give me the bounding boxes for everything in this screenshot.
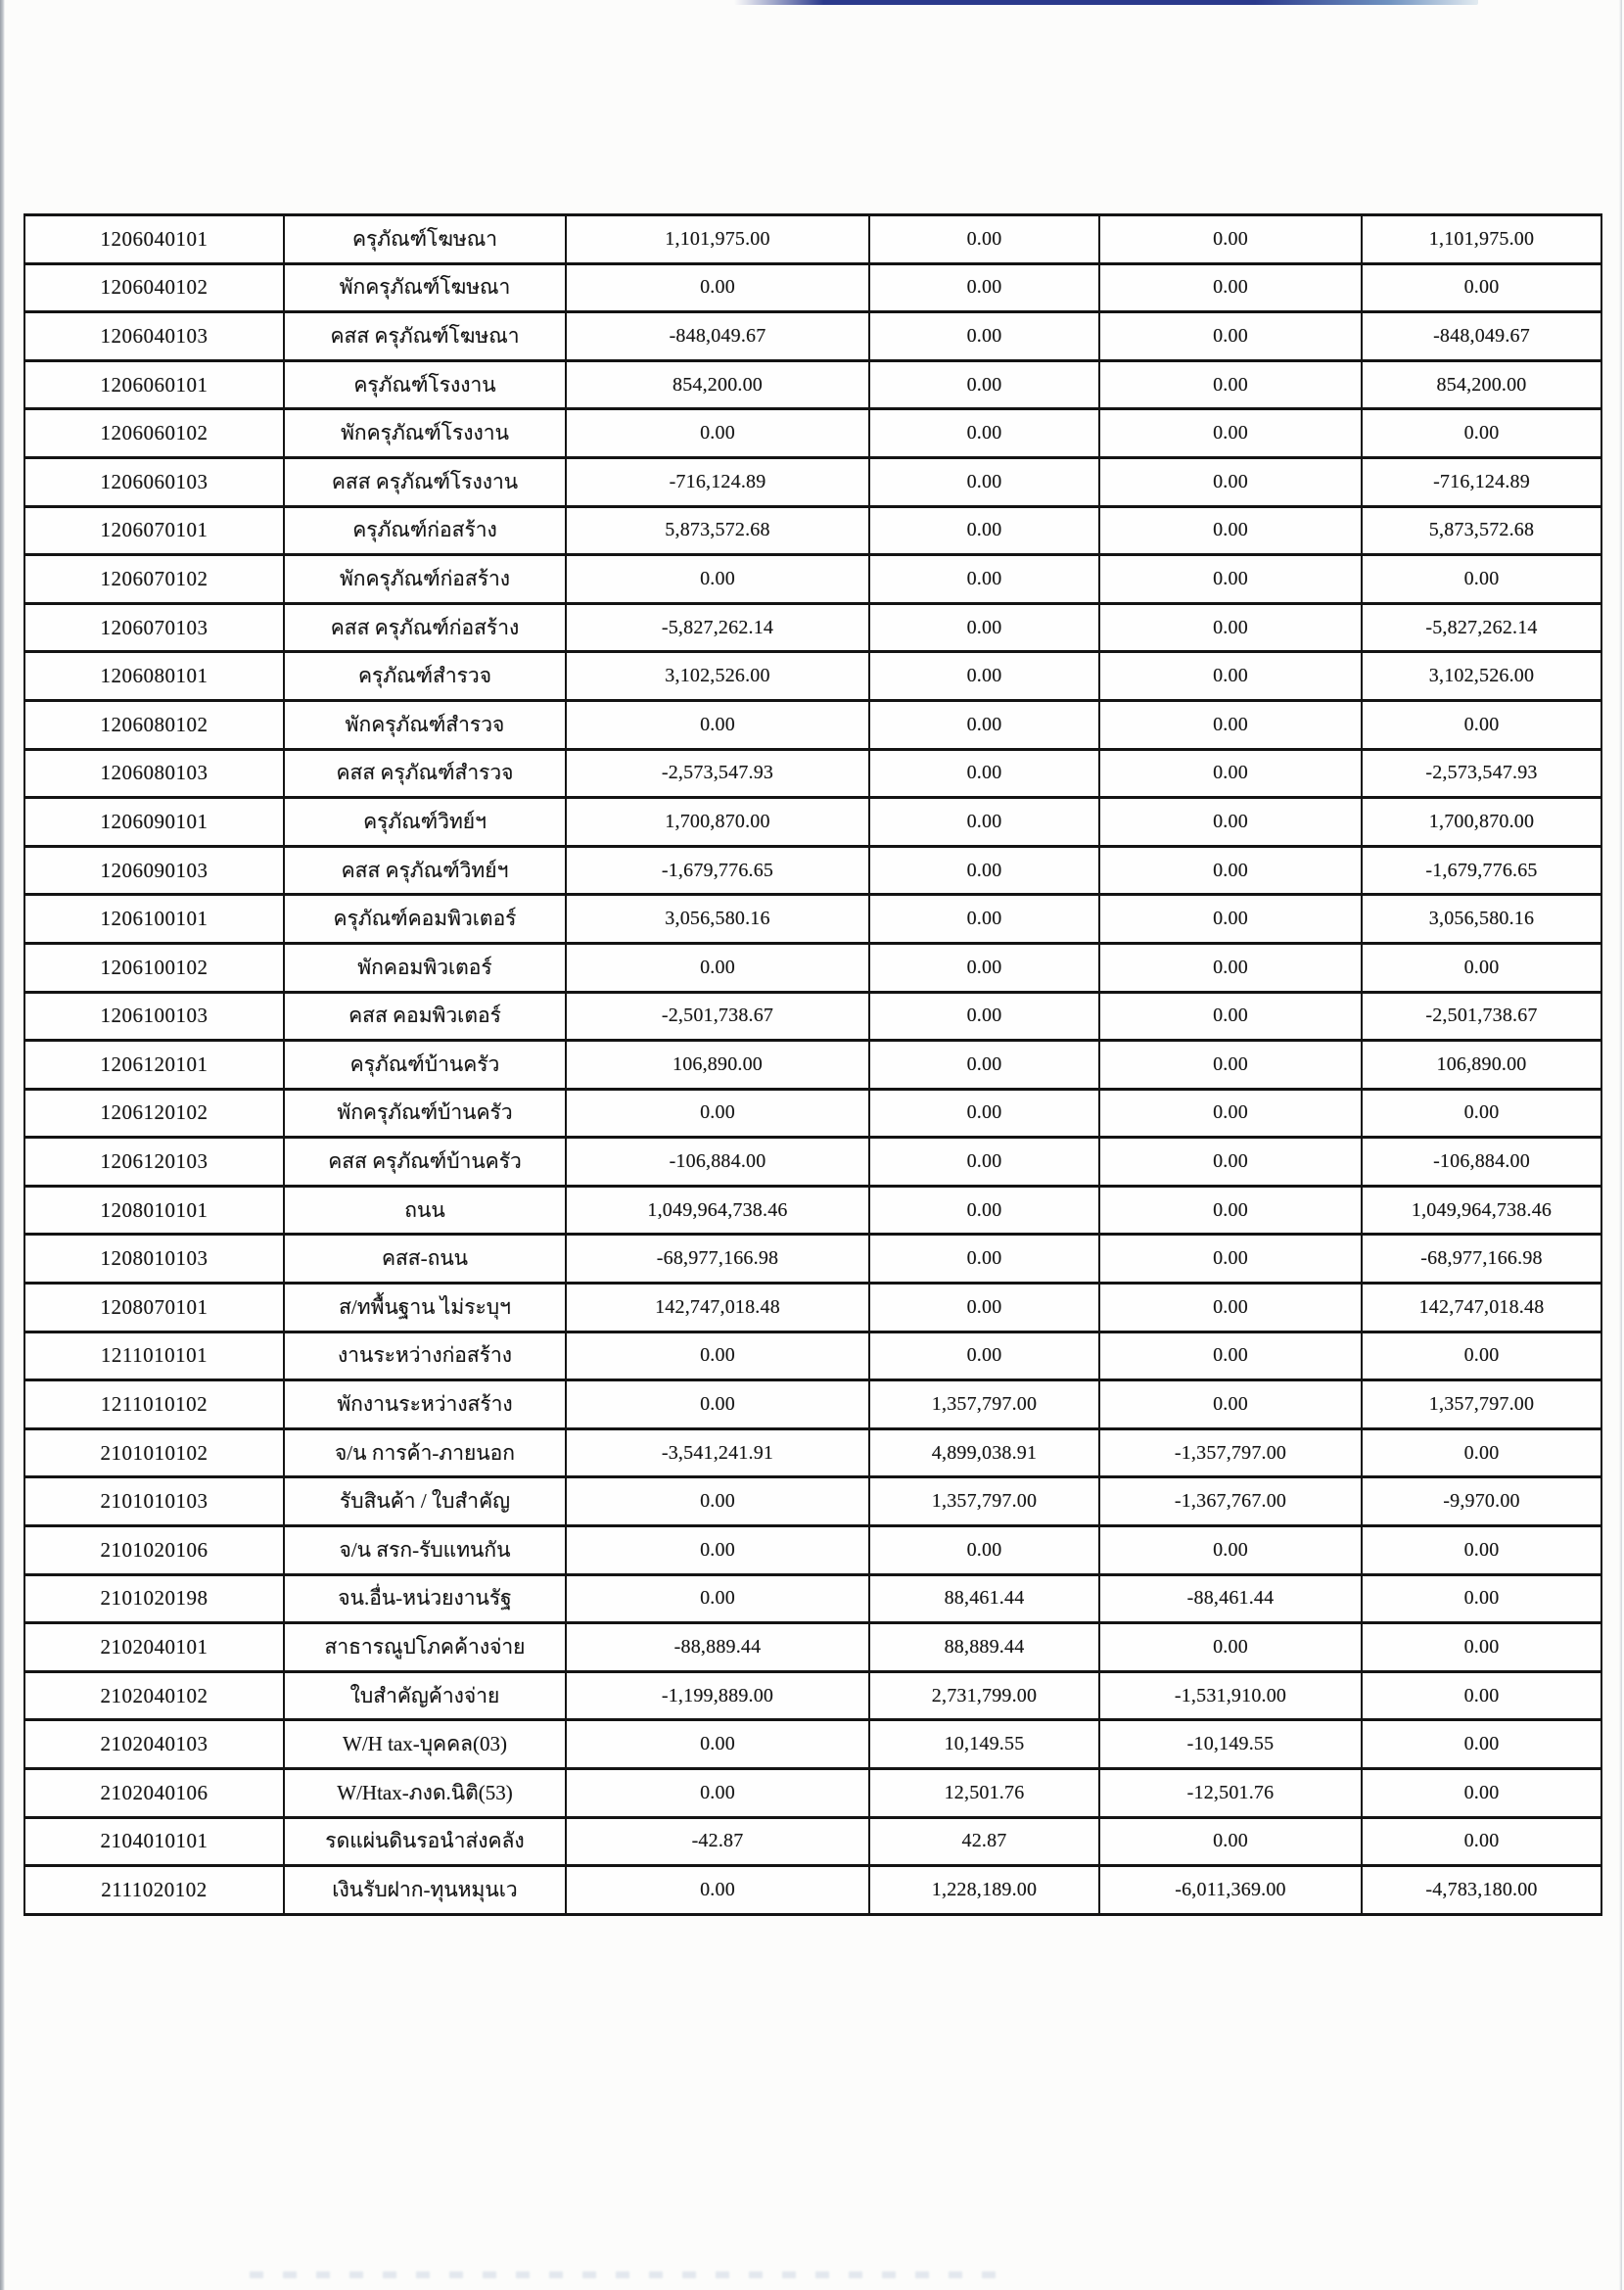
amount-cell: 0.00 <box>1099 846 1362 895</box>
amount-cell: 0.00 <box>1362 263 1601 312</box>
account-code-cell: 2104010101 <box>24 1817 284 1866</box>
amount-cell: -68,977,166.98 <box>566 1235 869 1284</box>
table-row <box>24 1769 1601 1818</box>
amount-cell: -9,970.00 <box>1362 1477 1601 1526</box>
amount-cell: 0.00 <box>1099 603 1362 652</box>
amount-cell: 0.00 <box>869 943 1099 992</box>
table-row <box>24 215 1601 264</box>
amount-cell: 0.00 <box>1362 700 1601 749</box>
amount-cell: -2,573,547.93 <box>566 749 869 798</box>
account-code-cell: 1208070101 <box>24 1284 284 1332</box>
amount-cell: -1,679,776.65 <box>566 846 869 895</box>
amount-cell: 0.00 <box>1362 1428 1601 1477</box>
account-code-cell: 1206080102 <box>24 700 284 749</box>
amount-cell: -1,199,889.00 <box>566 1671 869 1720</box>
amount-cell: 0.00 <box>869 1332 1099 1380</box>
account-code-cell: 1206060101 <box>24 360 284 409</box>
amount-cell: 0.00 <box>566 943 869 992</box>
amount-cell: 0.00 <box>566 1526 869 1575</box>
account-code-cell: 2102040106 <box>24 1769 284 1818</box>
account-name-cell: คสส ครุภัณฑ์โรงงาน <box>284 457 566 506</box>
account-code-cell: 1206100103 <box>24 992 284 1041</box>
scan-top-line-artifact <box>734 0 1478 5</box>
amount-cell: -5,827,262.14 <box>566 603 869 652</box>
account-name-cell: พักครุภัณฑ์โฆษณา <box>284 263 566 312</box>
account-code-cell: 1206090103 <box>24 846 284 895</box>
amount-cell: 0.00 <box>869 603 1099 652</box>
table-row <box>24 409 1601 458</box>
account-name-cell: คสส-ถนน <box>284 1235 566 1284</box>
amount-cell: 5,873,572.68 <box>1362 506 1601 555</box>
amount-cell: 0.00 <box>566 1574 869 1623</box>
amount-cell: 0.00 <box>869 1284 1099 1332</box>
account-name-cell: ครุภัณฑ์โรงงาน <box>284 360 566 409</box>
account-code-cell: 2101020106 <box>24 1526 284 1575</box>
amount-cell: 2,731,799.00 <box>869 1671 1099 1720</box>
amount-cell: -2,501,738.67 <box>1362 992 1601 1041</box>
table-row <box>24 1623 1601 1672</box>
account-name-cell: พักคอมพิวเตอร์ <box>284 943 566 992</box>
amount-cell: -42.87 <box>566 1817 869 1866</box>
amount-cell: 3,102,526.00 <box>1362 652 1601 701</box>
account-name-cell: พักงานระหว่างสร้าง <box>284 1380 566 1429</box>
account-name-cell: คสส ครุภัณฑ์โฆษณา <box>284 312 566 361</box>
amount-cell: -848,049.67 <box>1362 312 1601 361</box>
account-name-cell: จน.อื่น-หน่วยงานรัฐ <box>284 1574 566 1623</box>
amount-cell: 4,899,038.91 <box>869 1428 1099 1477</box>
amount-cell: -1,357,797.00 <box>1099 1428 1362 1477</box>
amount-cell: 0.00 <box>1099 506 1362 555</box>
account-name-cell: W/Htax-ภงด.นิติ(53) <box>284 1769 566 1818</box>
account-name-cell: จ/น การค้า-ภายนอก <box>284 1428 566 1477</box>
account-code-cell: 1206040101 <box>24 215 284 264</box>
amount-cell: 0.00 <box>1099 798 1362 847</box>
amount-cell: 0.00 <box>566 1477 869 1526</box>
amount-cell: 0.00 <box>566 555 869 604</box>
account-name-cell: ครุภัณฑ์โฆษณา <box>284 215 566 264</box>
account-code-cell: 1206070102 <box>24 555 284 604</box>
amount-cell: 142,747,018.48 <box>566 1284 869 1332</box>
amount-cell: 0.00 <box>1099 1041 1362 1090</box>
account-name-cell: ครุภัณฑ์คอมพิวเตอร์ <box>284 895 566 944</box>
account-code-cell: 2101010102 <box>24 1428 284 1477</box>
amount-cell: 0.00 <box>566 409 869 458</box>
amount-cell: -5,827,262.14 <box>1362 603 1601 652</box>
amount-cell: 106,890.00 <box>1362 1041 1601 1090</box>
amount-cell: -88,461.44 <box>1099 1574 1362 1623</box>
table-row <box>24 652 1601 701</box>
amount-cell: -106,884.00 <box>566 1138 869 1187</box>
amount-cell: 0.00 <box>1099 1623 1362 1672</box>
amount-cell: 0.00 <box>1362 943 1601 992</box>
amount-cell: -716,124.89 <box>566 457 869 506</box>
amount-cell: 0.00 <box>566 1866 869 1915</box>
table-row <box>24 1089 1601 1138</box>
amount-cell: 0.00 <box>1099 992 1362 1041</box>
amount-cell: 0.00 <box>1099 749 1362 798</box>
amount-cell: 0.00 <box>1362 1817 1601 1866</box>
account-code-cell: 1206060103 <box>24 457 284 506</box>
amount-cell: 0.00 <box>869 700 1099 749</box>
table-row <box>24 1574 1601 1623</box>
amount-cell: 0.00 <box>1099 1817 1362 1866</box>
amount-cell: 0.00 <box>1362 1574 1601 1623</box>
account-name-cell: คสส ครุภัณฑ์สำรวจ <box>284 749 566 798</box>
account-code-cell: 2101020198 <box>24 1574 284 1623</box>
amount-cell: -716,124.89 <box>1362 457 1601 506</box>
amount-cell: 3,056,580.16 <box>1362 895 1601 944</box>
table-row <box>24 1235 1601 1284</box>
amount-cell: 88,889.44 <box>869 1623 1099 1672</box>
amount-cell: 1,101,975.00 <box>1362 215 1601 264</box>
table-row <box>24 1332 1601 1380</box>
amount-cell: 0.00 <box>1099 1284 1362 1332</box>
amount-cell: 0.00 <box>1099 895 1362 944</box>
account-code-cell: 1206120102 <box>24 1089 284 1138</box>
amount-cell: 1,101,975.00 <box>566 215 869 264</box>
account-name-cell: คสส ครุภัณฑ์บ้านครัว <box>284 1138 566 1187</box>
table-row <box>24 1138 1601 1187</box>
amount-cell: 854,200.00 <box>1362 360 1601 409</box>
amount-cell: 0.00 <box>1099 263 1362 312</box>
amount-cell: 0.00 <box>869 360 1099 409</box>
account-code-cell: 1206070101 <box>24 506 284 555</box>
amount-cell: 0.00 <box>1099 1089 1362 1138</box>
amount-cell: 0.00 <box>869 409 1099 458</box>
account-code-cell: 1206120101 <box>24 1041 284 1090</box>
amount-cell: -2,501,738.67 <box>566 992 869 1041</box>
amount-cell: -1,679,776.65 <box>1362 846 1601 895</box>
account-name-cell: คสส ครุภัณฑ์วิทย์ฯ <box>284 846 566 895</box>
amount-cell: 0.00 <box>1099 409 1362 458</box>
table-row <box>24 1041 1601 1090</box>
amount-cell: 0.00 <box>1362 1526 1601 1575</box>
amount-cell: 1,700,870.00 <box>566 798 869 847</box>
scan-bottom-marks-artifact <box>250 2271 1003 2278</box>
amount-cell: 0.00 <box>869 992 1099 1041</box>
scanner-left-edge-artifact <box>0 0 5 2290</box>
amount-cell: 0.00 <box>869 1186 1099 1235</box>
amount-cell: 0.00 <box>1099 1235 1362 1284</box>
account-name-cell: พักครุภัณฑ์สำรวจ <box>284 700 566 749</box>
amount-cell: 0.00 <box>1362 1332 1601 1380</box>
account-name-cell: ครุภัณฑ์วิทย์ฯ <box>284 798 566 847</box>
account-name-cell: พักครุภัณฑ์โรงงาน <box>284 409 566 458</box>
table-row <box>24 312 1601 361</box>
amount-cell: 0.00 <box>1362 1671 1601 1720</box>
account-code-cell: 2101010103 <box>24 1477 284 1526</box>
account-name-cell: เงินรับฝาก-ทุนหมุนเว <box>284 1866 566 1915</box>
table-row <box>24 1671 1601 1720</box>
amount-cell: 854,200.00 <box>566 360 869 409</box>
account-code-cell: 1211010101 <box>24 1332 284 1380</box>
table-row <box>24 1817 1601 1866</box>
amount-cell: 0.00 <box>1362 1623 1601 1672</box>
account-code-cell: 1206080101 <box>24 652 284 701</box>
account-name-cell: จ/น สรก-รับแทนกัน <box>284 1526 566 1575</box>
amount-cell: 1,357,797.00 <box>1362 1380 1601 1429</box>
amount-cell: 0.00 <box>1099 1380 1362 1429</box>
amount-cell: 0.00 <box>1099 652 1362 701</box>
amount-cell: 0.00 <box>566 1720 869 1769</box>
account-name-cell: ส/ทพื้นฐาน ไม่ระบุฯ <box>284 1284 566 1332</box>
account-name-cell: ครุภัณฑ์ก่อสร้าง <box>284 506 566 555</box>
amount-cell: 0.00 <box>869 457 1099 506</box>
amount-cell: -3,541,241.91 <box>566 1428 869 1477</box>
amount-cell: -1,367,767.00 <box>1099 1477 1362 1526</box>
amount-cell: 0.00 <box>869 652 1099 701</box>
amount-cell: -12,501.76 <box>1099 1769 1362 1818</box>
amount-cell: 0.00 <box>1099 1138 1362 1187</box>
account-code-cell: 1208010101 <box>24 1186 284 1235</box>
amount-cell: 0.00 <box>1099 360 1362 409</box>
amount-cell: 0.00 <box>1099 1186 1362 1235</box>
amount-cell: 1,049,964,738.46 <box>566 1186 869 1235</box>
amount-cell: 42.87 <box>869 1817 1099 1866</box>
table-row <box>24 263 1601 312</box>
amount-cell: 0.00 <box>869 312 1099 361</box>
table-row <box>24 360 1601 409</box>
amount-cell: 0.00 <box>869 506 1099 555</box>
account-name-cell: รดแผ่นดินรอนำส่งคลัง <box>284 1817 566 1866</box>
account-name-cell: W/H tax-บุคคล(03) <box>284 1720 566 1769</box>
account-balance-table <box>23 213 1602 1916</box>
table-row <box>24 846 1601 895</box>
amount-cell: 0.00 <box>1362 1769 1601 1818</box>
table-row <box>24 992 1601 1041</box>
table-row <box>24 1284 1601 1332</box>
account-code-cell: 1206100102 <box>24 943 284 992</box>
amount-cell: -68,977,166.98 <box>1362 1235 1601 1284</box>
amount-cell: 0.00 <box>1099 312 1362 361</box>
table-row <box>24 1186 1601 1235</box>
account-code-cell: 1206090101 <box>24 798 284 847</box>
amount-cell: 0.00 <box>1099 1332 1362 1380</box>
amount-cell: 106,890.00 <box>566 1041 869 1090</box>
table-row <box>24 1866 1601 1915</box>
amount-cell: 0.00 <box>869 555 1099 604</box>
scanner-right-edge-artifact <box>1619 0 1622 2290</box>
amount-cell: 1,228,189.00 <box>869 1866 1099 1915</box>
account-code-cell: 1206100101 <box>24 895 284 944</box>
table-row <box>24 749 1601 798</box>
amount-cell: 0.00 <box>869 1235 1099 1284</box>
amount-cell: 0.00 <box>566 1089 869 1138</box>
table-row <box>24 700 1601 749</box>
amount-cell: 0.00 <box>566 263 869 312</box>
table-row <box>24 603 1601 652</box>
account-name-cell: ใบสำคัญค้างจ่าย <box>284 1671 566 1720</box>
amount-cell: 0.00 <box>1099 1526 1362 1575</box>
amount-cell: 10,149.55 <box>869 1720 1099 1769</box>
table-row <box>24 457 1601 506</box>
amount-cell: 0.00 <box>869 749 1099 798</box>
account-code-cell: 2102040103 <box>24 1720 284 1769</box>
amount-cell: 0.00 <box>1362 409 1601 458</box>
account-name-cell: คสส คอมพิวเตอร์ <box>284 992 566 1041</box>
table-row <box>24 1477 1601 1526</box>
amount-cell: 5,873,572.68 <box>566 506 869 555</box>
amount-cell: 0.00 <box>566 1380 869 1429</box>
amount-cell: 0.00 <box>869 1138 1099 1187</box>
amount-cell: 142,747,018.48 <box>1362 1284 1601 1332</box>
account-code-cell: 1206080103 <box>24 749 284 798</box>
account-name-cell: พักครุภัณฑ์บ้านครัว <box>284 1089 566 1138</box>
table-row <box>24 895 1601 944</box>
table-row <box>24 555 1601 604</box>
account-name-cell: ครุภัณฑ์บ้านครัว <box>284 1041 566 1090</box>
amount-cell: 0.00 <box>566 1332 869 1380</box>
account-table-body <box>24 215 1601 1915</box>
account-name-cell: สาธารณูปโภคค้างจ่าย <box>284 1623 566 1672</box>
amount-cell: 0.00 <box>566 700 869 749</box>
amount-cell: 0.00 <box>1099 943 1362 992</box>
amount-cell: 0.00 <box>566 1769 869 1818</box>
amount-cell: 0.00 <box>869 1526 1099 1575</box>
amount-cell: 0.00 <box>1362 1720 1601 1769</box>
account-name-cell: รับสินค้า / ใบสำคัญ <box>284 1477 566 1526</box>
account-code-cell: 2102040102 <box>24 1671 284 1720</box>
amount-cell: -4,783,180.00 <box>1362 1866 1601 1915</box>
account-code-cell: 2111020102 <box>24 1866 284 1915</box>
amount-cell: -106,884.00 <box>1362 1138 1601 1187</box>
table-row <box>24 506 1601 555</box>
amount-cell: -88,889.44 <box>566 1623 869 1672</box>
table-row <box>24 798 1601 847</box>
amount-cell: 0.00 <box>1099 457 1362 506</box>
account-name-cell: คสส ครุภัณฑ์ก่อสร้าง <box>284 603 566 652</box>
account-name-cell: ครุภัณฑ์สำรวจ <box>284 652 566 701</box>
account-name-cell: ถนน <box>284 1186 566 1235</box>
account-name-cell: งานระหว่างก่อสร้าง <box>284 1332 566 1380</box>
amount-cell: -10,149.55 <box>1099 1720 1362 1769</box>
amount-cell: 3,102,526.00 <box>566 652 869 701</box>
amount-cell: -6,011,369.00 <box>1099 1866 1362 1915</box>
table-row <box>24 943 1601 992</box>
amount-cell: 1,049,964,738.46 <box>1362 1186 1601 1235</box>
amount-cell: 0.00 <box>869 263 1099 312</box>
amount-cell: 0.00 <box>869 1089 1099 1138</box>
amount-cell: 0.00 <box>869 798 1099 847</box>
table-row <box>24 1720 1601 1769</box>
table-row <box>24 1380 1601 1429</box>
account-code-cell: 1206060102 <box>24 409 284 458</box>
amount-cell: -848,049.67 <box>566 312 869 361</box>
amount-cell: 0.00 <box>869 1041 1099 1090</box>
amount-cell: 0.00 <box>1362 555 1601 604</box>
amount-cell: -1,531,910.00 <box>1099 1671 1362 1720</box>
amount-cell: 0.00 <box>1362 1089 1601 1138</box>
table-row <box>24 1428 1601 1477</box>
account-code-cell: 2102040101 <box>24 1623 284 1672</box>
table-row <box>24 1526 1601 1575</box>
amount-cell: 0.00 <box>1099 555 1362 604</box>
account-code-cell: 1211010102 <box>24 1380 284 1429</box>
amount-cell: 0.00 <box>869 846 1099 895</box>
amount-cell: 0.00 <box>869 215 1099 264</box>
amount-cell: 3,056,580.16 <box>566 895 869 944</box>
account-code-cell: 1206040103 <box>24 312 284 361</box>
amount-cell: 1,357,797.00 <box>869 1380 1099 1429</box>
account-code-cell: 1206120103 <box>24 1138 284 1187</box>
account-code-cell: 1208010103 <box>24 1235 284 1284</box>
amount-cell: 1,700,870.00 <box>1362 798 1601 847</box>
amount-cell: 0.00 <box>869 895 1099 944</box>
amount-cell: 12,501.76 <box>869 1769 1099 1818</box>
amount-cell: 0.00 <box>1099 700 1362 749</box>
account-code-cell: 1206070103 <box>24 603 284 652</box>
amount-cell: 88,461.44 <box>869 1574 1099 1623</box>
amount-cell: -2,573,547.93 <box>1362 749 1601 798</box>
amount-cell: 0.00 <box>1099 215 1362 264</box>
account-name-cell: พักครุภัณฑ์ก่อสร้าง <box>284 555 566 604</box>
account-code-cell: 1206040102 <box>24 263 284 312</box>
amount-cell: 1,357,797.00 <box>869 1477 1099 1526</box>
